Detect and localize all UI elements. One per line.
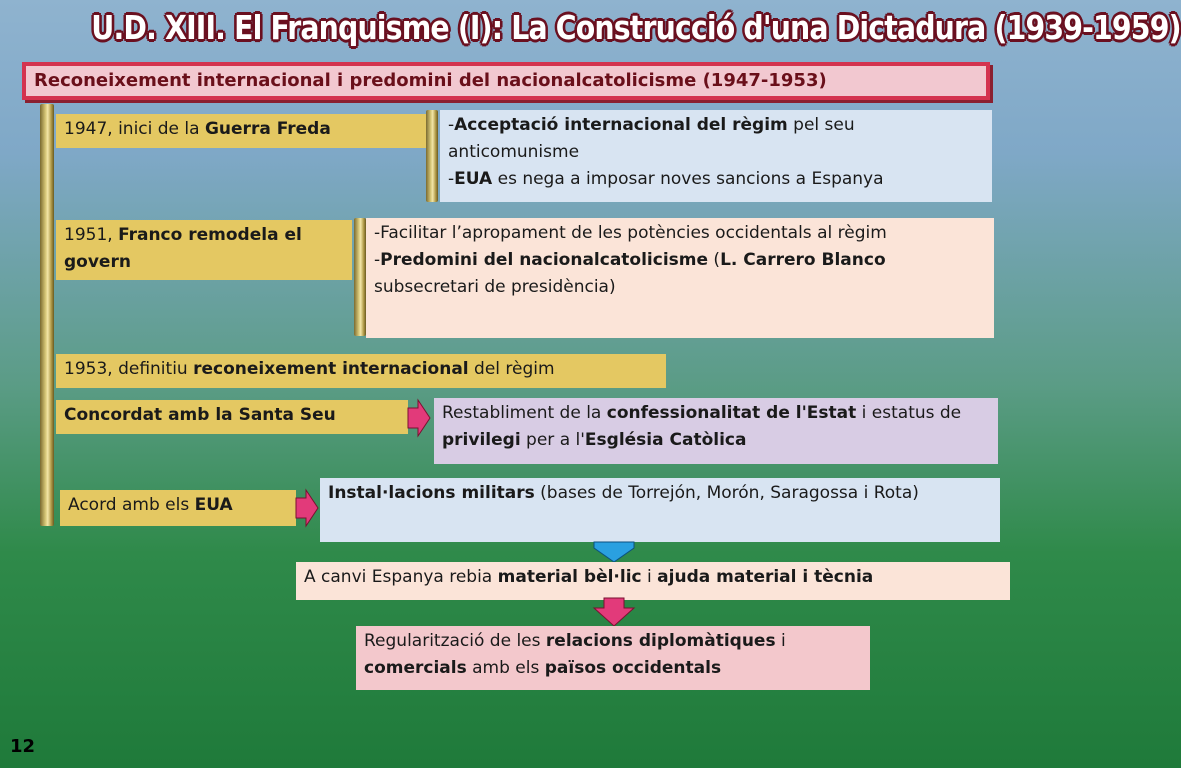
result-concordat: Restabliment de la confessionalitat de l'Estat i estatus de privilegi per a l'Església Catòlica	[434, 398, 998, 464]
arrow-right-icon	[408, 400, 430, 436]
box-a-canvi: A canvi Espanya rebia material bèl·lic i ajuda material i tècnia	[296, 562, 1010, 600]
timeline-bar	[40, 104, 54, 526]
box-concordat: Concordat amb la Santa Seu	[56, 400, 408, 434]
box-1947: 1947, inici de la Guerra Freda	[56, 114, 428, 148]
section-header: Reconeixement internacional i predomini del nacionalcatolicisme (1947-1953)	[22, 62, 990, 100]
arrow-right-icon	[296, 490, 318, 526]
arrow-down-icon	[594, 542, 634, 562]
box-regularitzacio: Regularització de les relacions diplomàtiques i comercials amb els països occidentals	[356, 626, 870, 690]
result-acord: Instal·lacions militars (bases de Torrejón, Morón, Saragossa i Rota)	[320, 478, 1000, 542]
box-acord-eua: Acord amb els EUA	[60, 490, 296, 526]
result-1947: -Acceptació internacional del règim pel seu anticomunisme -EUA es nega a imposar noves sancions a Espanya	[440, 110, 992, 202]
slide-title: U.D. XIII. El Franquisme (I): La Construcció d'una Dictadura (1939-1959)	[91, 8, 1181, 47]
box-1951: 1951, Franco remodela el govern	[56, 220, 352, 280]
bracket-bar-1951	[354, 218, 366, 336]
page-number: 12	[10, 736, 36, 757]
result-1951: -Facilitar l’apropament de les potències occidentals al règim -Predomini del nacionalcatolicisme (L. Carrero Blanco subsecretari de presidència)	[366, 218, 994, 338]
arrow-down-icon	[594, 598, 634, 626]
bracket-bar-1947	[426, 110, 438, 202]
box-1953: 1953, definitiu reconeixement internacional del règim	[56, 354, 666, 388]
